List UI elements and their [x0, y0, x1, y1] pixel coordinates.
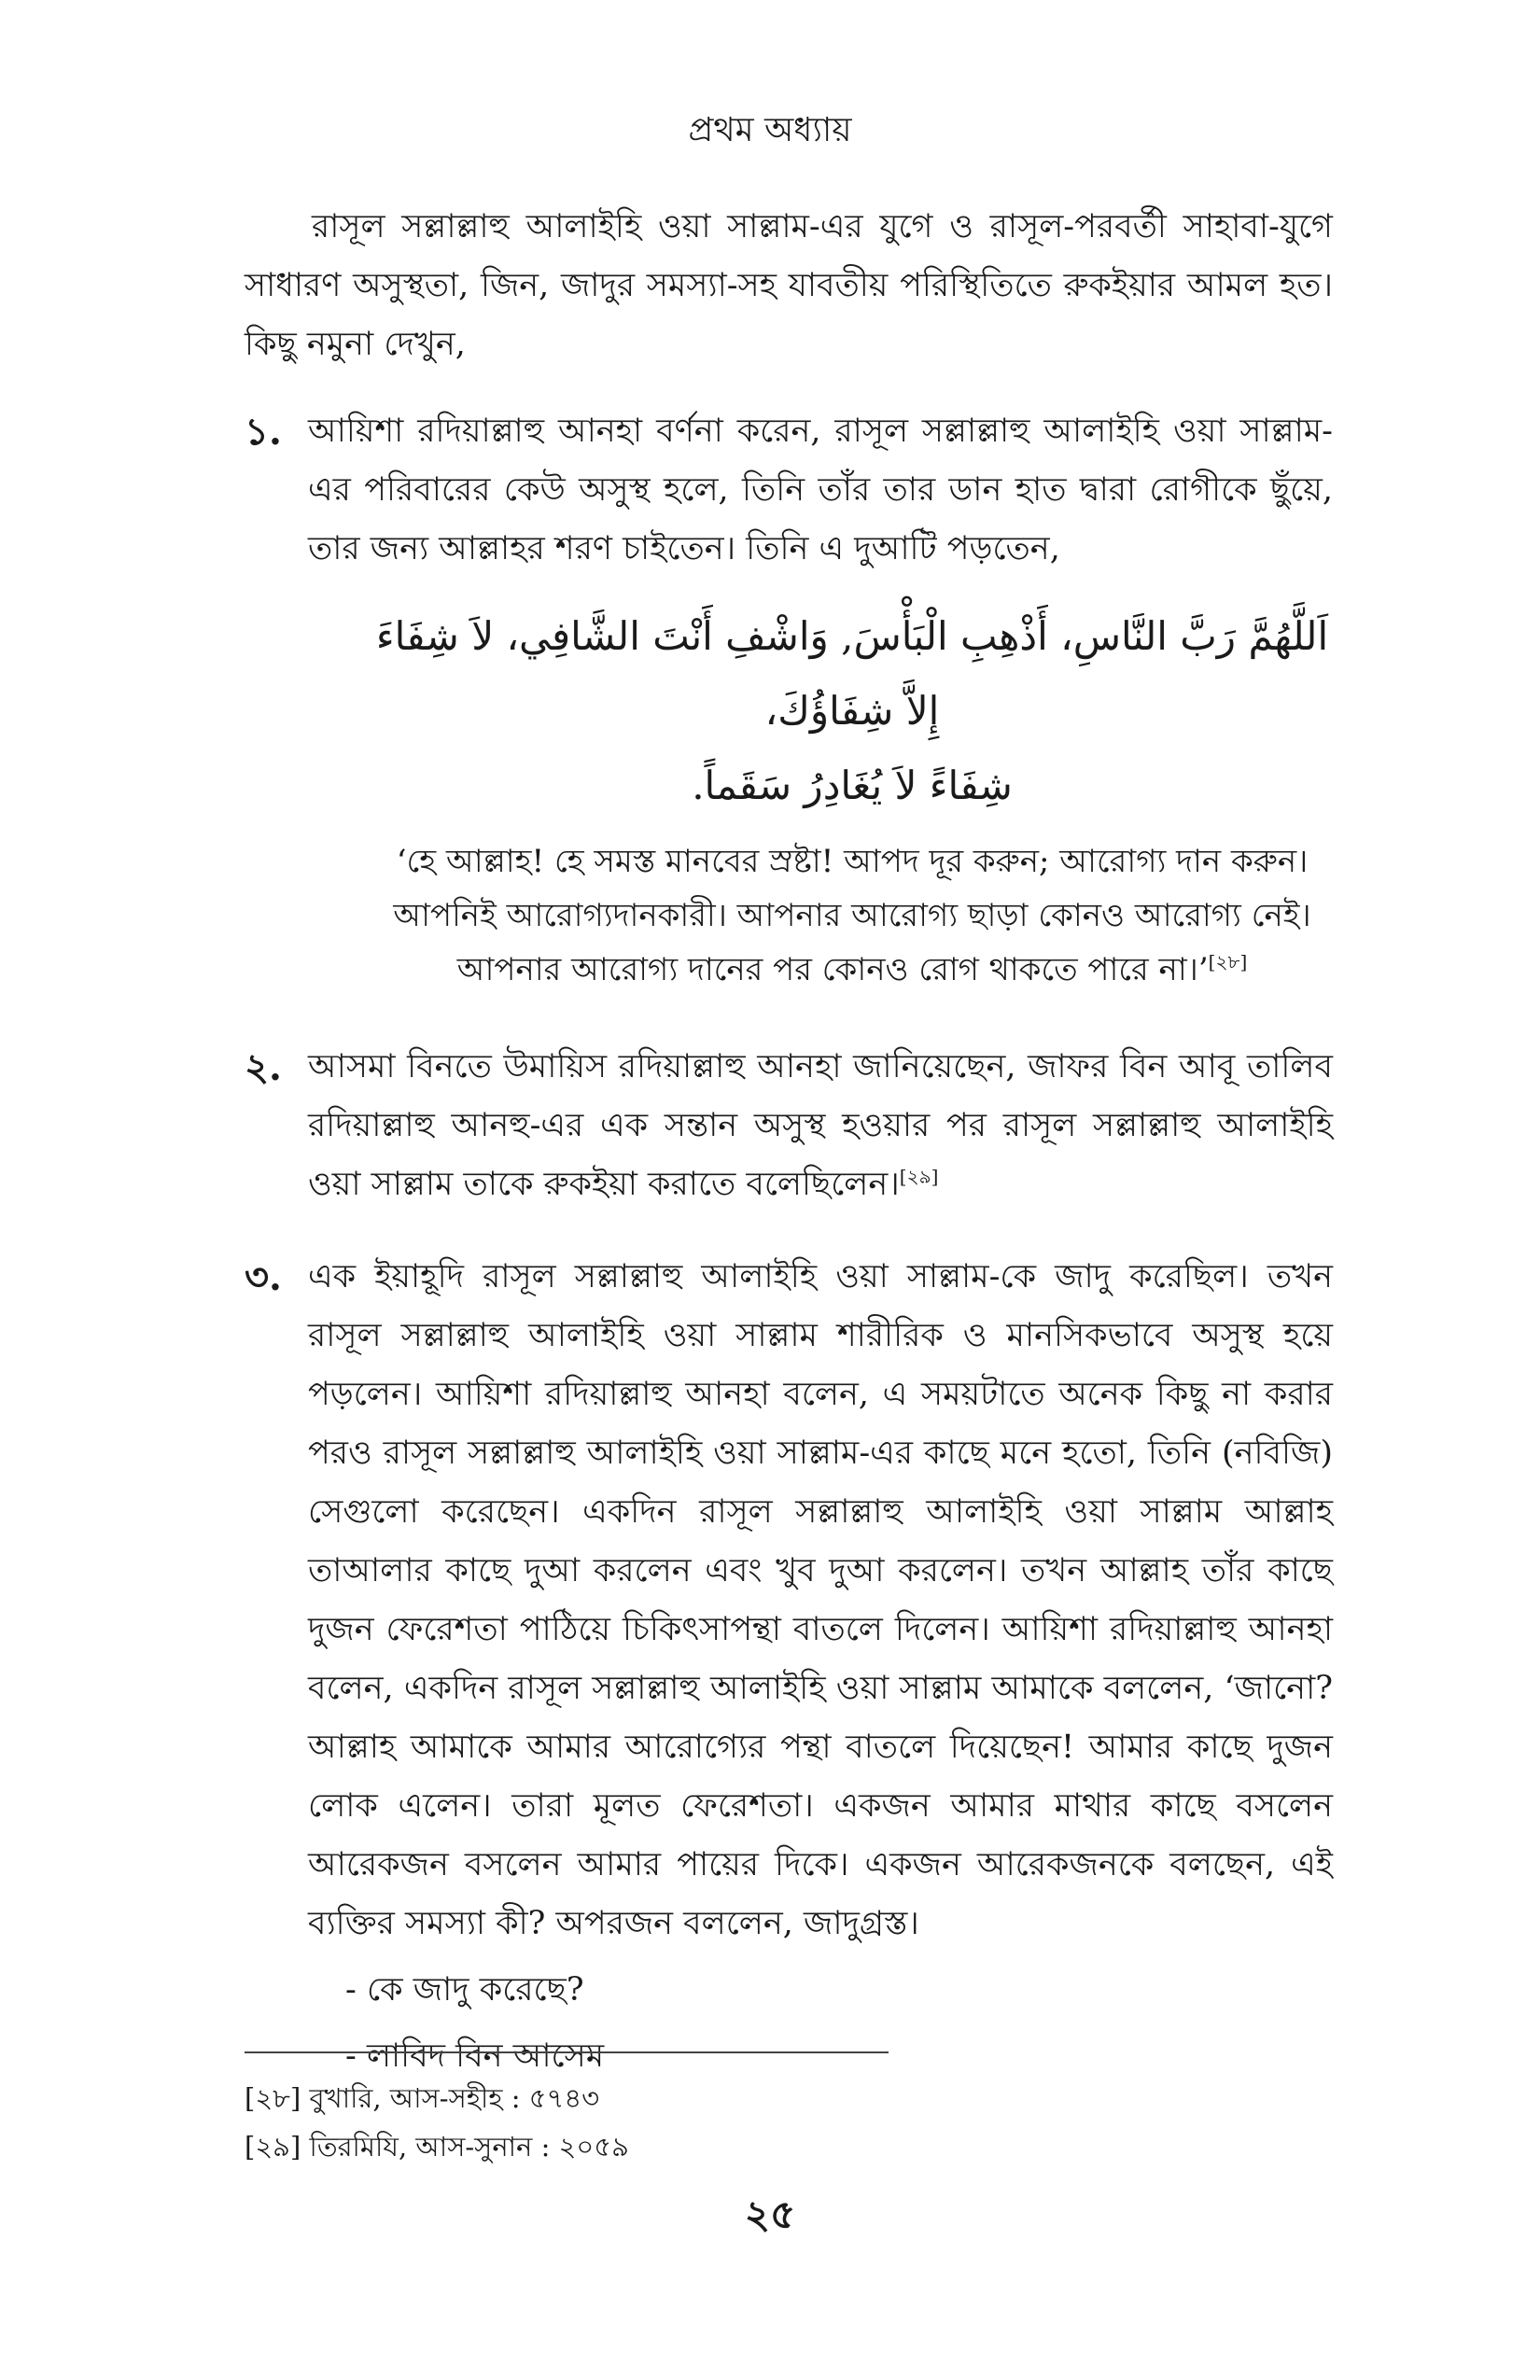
item-text-wrap — [308, 1038, 1333, 1214]
item-text: আসমা বিনতে উমায়িস রদিয়াল্লাহু আনহা জানিয়েছেন, জাফর বিন আবূ তালিব রদিয়াল্লাহু আনহু-এর এক সন্তান অসুস্থ হওয়ার পর রাসূল সল্লাল্লাহু আলাইহি ওয়া সাল্লাম তাকে রুকইয়া করাতে বলেছিলেন। — [308, 1048, 1333, 1203]
item-text: এক ইয়াহূদি রাসূল সল্লাল্লাহু আলাইহি ওয়া সাল্লাম-কে জাদু করেছিল। তখন রাসূল সল্লাল্লাহু আলাইহি ওয়া সাল্লাম শারীরিক ও মানসিকভাবে অসুস্থ হয়ে পড়লেন। আয়িশা রদিয়াল্লাহু আনহা বলেন, এ সময়টাতে অনেক কিছু না করার পরও রাসূল সল্লাল্লাহু আলাইহি ওয়া সাল্লাম-এর কাছে মনে হতো, তিনি (নবিজি) সেগুলো করেছেন। একদিন রাসূল সল্লাল্লাহু আলাইহি ওয়া সাল্লাম আল্লাহ তাআলার কাছে দুআ করলেন এবং খুব দুআ করলেন। তখন আল্লাহ তাঁর কাছে দুজন ফেরেশতা পাঠিয়ে চিকিৎসাপন্থা বাতলে দিলেন। আয়িশা রদিয়াল্লাহু আনহা বলেন, একদিন রাসূল সল্লাল্লাহু আলাইহি ওয়া সাল্লাম আমাকে বললেন, ‘জানো? আল্লাহ আমাকে আমার আরোগ্যের পন্থা বাতলে দিয়েছেন! আমার কাছে দুজন লোক এলেন। তারা মূলত ফেরেশতা। একজন আমার মাথার কাছে বসলেন আরেকজন বসলেন আমার পায়ের দিকে। একজন আরেকজনকে বলছেন, এই ব্যক্তির সমস্যা কী? অপরজন বললেন, জাদুগ্রস্ত। — [308, 1258, 1333, 1942]
translation-line: আপনার আরোগ্য দানের পর কোনও রোগ থাকতে পারে না।’ — [456, 951, 1209, 988]
intro-paragraph: রাসূল সল্লাল্লাহু আলাইহি ওয়া সাল্লাম-এর যুগে ও রাসূল-পরবর্তী সাহাবা-যুগে সাধারণ অসুস্থতা, জিন, জাদুর সমস্যা-সহ যাবতীয় পরিস্থিতিতে রুকইয়ার আমল হত। কিছু নমুনা দেখুন, — [245, 208, 1333, 363]
footnote-divider — [245, 2051, 889, 2053]
footnote — [245, 2122, 629, 2171]
footnote-ref: [২৯] — [899, 1165, 939, 1188]
footnote-ref: [২৮] — [1208, 950, 1248, 973]
item-number: ৩. — [245, 1255, 282, 1299]
item-number: ২. — [245, 1045, 282, 1089]
item-text: আয়িশা রদিয়াল্লাহু আনহা বর্ণনা করেন, রাসূল সল্লাল্লাহু আলাইহি ওয়া সাল্লাম-এর পরিবারের কেউ অসুস্থ হলে, তিনি তাঁর তার ডান হাত দ্বারা রোগীকে ছুঁয়ে, তার জন্য আল্লাহর শরণ চাইতেন। তিনি এ দুআটি পড়তেন, — [308, 413, 1333, 567]
dua-translation — [371, 834, 1333, 997]
dialogue — [345, 1961, 1333, 2086]
page-number: ২৫ — [744, 2191, 796, 2237]
item-number: ১. — [245, 410, 282, 454]
running-head: প্রথম অধ্যায় — [688, 111, 852, 149]
footnote-ref: [২৯] — [245, 2131, 301, 2163]
list-item-1 — [245, 402, 1333, 997]
dialogue-line: - কে জাদু করেছে? — [345, 1971, 584, 2009]
translation-line: ‘হে আল্লাহ! হে সমস্ত মানবের স্রষ্টা! আপদ দূর করুন; আরোগ্য দান করুন। — [396, 843, 1309, 880]
list-item-2 — [245, 1038, 1333, 1214]
translation-line-last — [371, 943, 1333, 997]
main-text — [245, 198, 1333, 2086]
translation-line: আপনিই আরোগ্যদানকারী। আপনার আরোগ্য ছাড়া কোনও আরোগ্য নেই। — [393, 897, 1311, 934]
arabic-line: اَللَّهُمَّ رَبَّ النَّاسِ، أَذْهِبِ الْبَأْسَ, وَاشْفِ أَنْتَ الشَّافِي، لاَ شِفَاءَ إِلاَّ شِفَاؤُكَ، — [375, 613, 1329, 734]
arabic-dua — [371, 599, 1333, 823]
footnotes — [245, 2074, 629, 2171]
footnote-text: বুখারি, আস-সহীহ : ৫৭৪৩ — [309, 2082, 600, 2114]
footnote-text: তিরমিযি, আস-সুনান : ২০৫৯ — [309, 2131, 629, 2163]
footnote-ref: [২৮] — [245, 2082, 301, 2114]
list-item-3 — [245, 1248, 1333, 1953]
arabic-line: شِفَاءً لاَ يُغَادِرُ سَقَماً. — [692, 763, 1013, 808]
footnote — [245, 2074, 629, 2122]
dialogue-line: - লাবিদ বিন আসেম — [345, 2037, 605, 2075]
